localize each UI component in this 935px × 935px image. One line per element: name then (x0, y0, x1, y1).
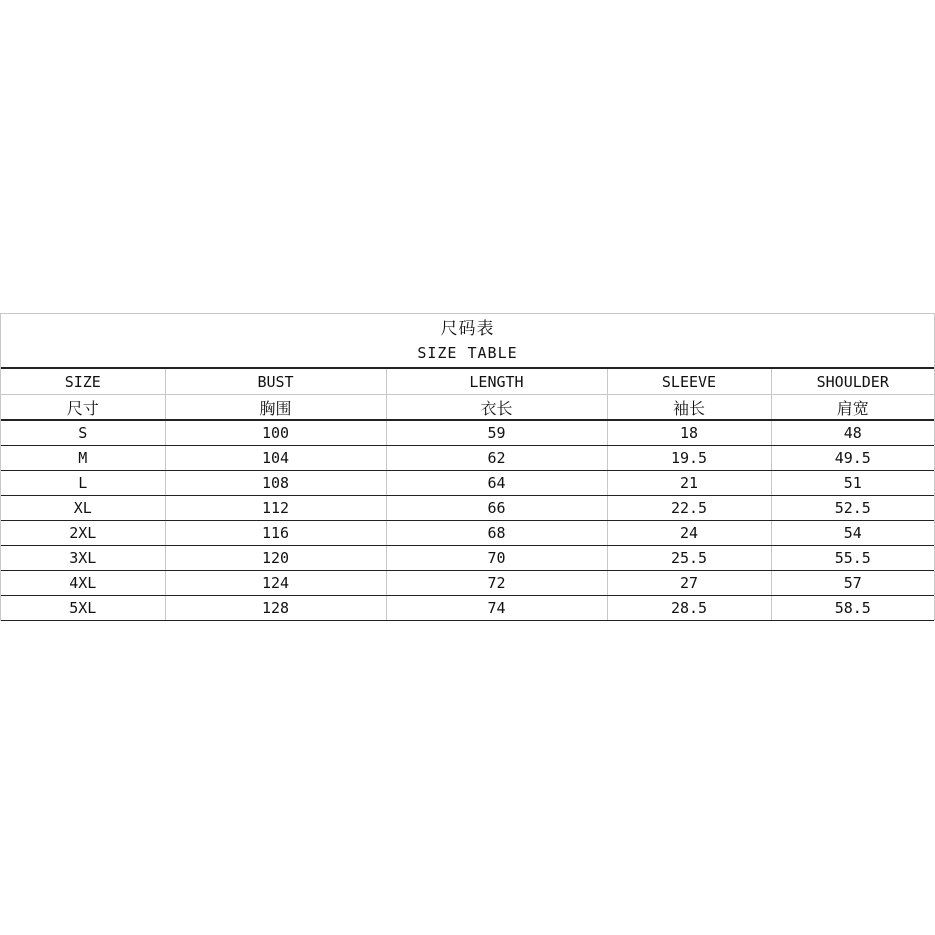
cell-length: 64 (386, 471, 607, 496)
cell-shoulder: 49.5 (771, 446, 934, 471)
table-row (1, 471, 934, 496)
cell-sleeve: 19.5 (607, 446, 771, 471)
cell-size: 2XL (1, 521, 165, 546)
cell-size: M (1, 446, 165, 471)
cell-bust: 124 (165, 571, 386, 596)
header-bust: BUST (165, 369, 386, 395)
cell-sleeve: 18 (607, 420, 771, 446)
header-sleeve: SLEEVE (607, 369, 771, 395)
table-row (1, 521, 934, 546)
size-chart (0, 313, 935, 621)
cell-length: 70 (386, 546, 607, 571)
header-length: LENGTH (386, 369, 607, 395)
table-row (1, 420, 934, 446)
chart-title (1, 314, 934, 369)
cell-length: 66 (386, 496, 607, 521)
cell-size: XL (1, 496, 165, 521)
header-length-zh: 衣长 (386, 395, 607, 421)
title-english: SIZE TABLE (417, 343, 518, 362)
title-chinese: 尺码表 (440, 318, 495, 339)
cell-size: L (1, 471, 165, 496)
header-size-zh: 尺寸 (1, 395, 165, 421)
cell-size: 5XL (1, 596, 165, 621)
cell-sleeve: 21 (607, 471, 771, 496)
header-shoulder: SHOULDER (771, 369, 934, 395)
cell-length: 72 (386, 571, 607, 596)
header-shoulder-zh: 肩宽 (771, 395, 934, 421)
table-row (1, 571, 934, 596)
cell-shoulder: 55.5 (771, 546, 934, 571)
size-table (1, 369, 934, 621)
cell-bust: 108 (165, 471, 386, 496)
cell-shoulder: 48 (771, 420, 934, 446)
cell-shoulder: 58.5 (771, 596, 934, 621)
cell-sleeve: 28.5 (607, 596, 771, 621)
header-sleeve-zh: 袖长 (607, 395, 771, 421)
cell-bust: 104 (165, 446, 386, 471)
cell-shoulder: 52.5 (771, 496, 934, 521)
cell-length: 74 (386, 596, 607, 621)
cell-size: 3XL (1, 546, 165, 571)
table-row (1, 446, 934, 471)
cell-shoulder: 54 (771, 521, 934, 546)
header-row-english (1, 369, 934, 395)
table-row (1, 596, 934, 621)
cell-sleeve: 25.5 (607, 546, 771, 571)
cell-sleeve: 22.5 (607, 496, 771, 521)
cell-size: 4XL (1, 571, 165, 596)
cell-bust: 112 (165, 496, 386, 521)
header-bust-zh: 胸围 (165, 395, 386, 421)
cell-sleeve: 27 (607, 571, 771, 596)
header-row-chinese (1, 395, 934, 421)
header-size: SIZE (1, 369, 165, 395)
cell-length: 59 (386, 420, 607, 446)
cell-bust: 100 (165, 420, 386, 446)
cell-bust: 116 (165, 521, 386, 546)
cell-shoulder: 57 (771, 571, 934, 596)
cell-shoulder: 51 (771, 471, 934, 496)
cell-size: S (1, 420, 165, 446)
table-row (1, 546, 934, 571)
cell-bust: 120 (165, 546, 386, 571)
table-row (1, 496, 934, 521)
cell-sleeve: 24 (607, 521, 771, 546)
cell-bust: 128 (165, 596, 386, 621)
cell-length: 68 (386, 521, 607, 546)
cell-length: 62 (386, 446, 607, 471)
